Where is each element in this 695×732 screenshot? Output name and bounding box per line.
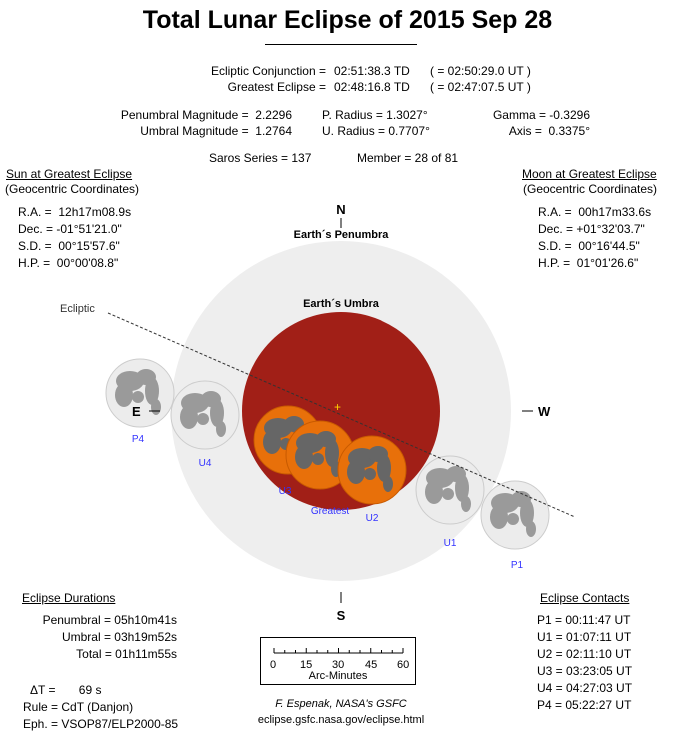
arc-minute-scale <box>260 637 416 685</box>
moon-subtitle: (Geocentric Coordinates) <box>523 182 658 196</box>
penumbra-label: Earth´s Penumbra <box>293 229 389 241</box>
credit-url[interactable]: eclipse.gsfc.nasa.gov/eclipse.html <box>257 714 425 726</box>
sun-hp: H.P. = 00°00'08.8" <box>18 256 119 270</box>
u-radius: U. Radius = 0.7707° <box>322 124 430 138</box>
ephemeris: Eph. = VSOP87/ELP2000-85 <box>23 717 179 731</box>
moon-maria <box>526 521 536 537</box>
moon-maria <box>347 460 365 484</box>
moon-u2 <box>338 436 406 504</box>
conj-ut: ( = 02:50:29.0 UT ) <box>430 64 531 78</box>
moon-maria <box>263 430 281 454</box>
ecliptic-label: Ecliptic <box>60 303 95 315</box>
moon-maria <box>383 476 393 492</box>
moon-maria <box>490 505 508 529</box>
contact-label-u4: U4 <box>198 458 212 469</box>
penumbral-magnitude: Penumbral Magnitude = 2.2296 <box>120 108 292 122</box>
scale-tick-15: 15 <box>300 659 313 671</box>
moon-maria <box>312 453 324 465</box>
west-label: W <box>538 404 551 419</box>
duration-penumbral: Penumbral = 05h10m41s <box>42 613 177 627</box>
moon-maria <box>442 488 454 500</box>
south-label: S <box>336 608 346 623</box>
contact-label-u2: U2 <box>365 513 379 524</box>
axis: Axis = 0.3375° <box>508 124 590 138</box>
conj-label: Ecliptic Conjunction = <box>210 64 326 78</box>
moon-maria <box>115 383 133 407</box>
moon-maria <box>180 405 198 429</box>
sun-sd: S.D. = 00°15'57.6" <box>18 239 120 253</box>
contact-u1: U1 = 01:07:11 UT <box>537 630 632 644</box>
east-label: E <box>132 404 141 419</box>
contact-u4: U4 = 04:27:03 UT <box>537 681 633 695</box>
moon-maria <box>295 445 313 469</box>
scale-tick-60: 60 <box>397 659 410 671</box>
durations-title: Eclipse Durations <box>22 591 116 605</box>
rule: Rule = CdT (Danjon) <box>23 700 134 714</box>
greatest-label: Greatest Eclipse = <box>227 80 326 94</box>
moon-title: Moon at Greatest Eclipse <box>522 167 657 181</box>
moon-maria <box>364 468 376 480</box>
contact-p4: P4 = 05:22:27 UT <box>537 698 632 712</box>
umbra-label: Earth´s Umbra <box>303 298 379 310</box>
sun-title: Sun at Greatest Eclipse <box>6 167 133 181</box>
contact-p1: P1 = 00:11:47 UT <box>537 613 631 627</box>
greatest-ut: ( = 02:47:07.5 UT ) <box>430 80 531 94</box>
moon-hp: H.P. = 01°01'26.6" <box>538 256 639 270</box>
moon-u4 <box>171 381 239 449</box>
moon-maria <box>425 480 443 504</box>
greatest-td: 02:48:16.8 TD <box>334 80 410 94</box>
p-radius: P. Radius = 1.3027° <box>322 108 428 122</box>
moon-maria <box>197 413 209 425</box>
saros-series: Saros Series = 137 <box>209 151 312 165</box>
moon-sd: S.D. = 00°16'44.5" <box>538 239 640 253</box>
contact-label-u3: U3 <box>278 486 292 497</box>
sun-ra: R.A. = 12h17m08.9s <box>18 205 132 219</box>
scale-tick-30: 30 <box>332 659 345 671</box>
north-label: N <box>336 202 346 217</box>
scale-tick-0: 0 <box>270 659 277 671</box>
umbral-magnitude: Umbral Magnitude = 1.2764 <box>140 124 292 138</box>
shadow-center-marker: + <box>334 400 342 414</box>
gamma: Gamma = -0.3296 <box>492 108 590 122</box>
moon-u1 <box>416 456 484 524</box>
contact-u3: U3 = 03:23:05 UT <box>537 664 633 678</box>
moon-maria <box>132 391 144 403</box>
moon-maria <box>216 421 226 437</box>
moon-maria <box>507 513 519 525</box>
delta-t: ΔT = 69 s <box>30 683 102 697</box>
contacts-title: Eclipse Contacts <box>540 591 630 605</box>
moon-p1 <box>481 481 549 549</box>
contact-label-u1: U1 <box>443 538 457 549</box>
duration-umbral: Umbral = 03h19m52s <box>61 630 177 644</box>
credit-author: F. Espenak, NASA's GSFC <box>275 698 407 710</box>
moon-maria <box>151 399 161 415</box>
moon-maria <box>461 496 471 512</box>
contact-label-p4: P4 <box>131 434 145 445</box>
scale-label: Arc-Minutes <box>308 670 368 682</box>
sun-dec: Dec. = -01°51'21.0" <box>18 222 122 236</box>
contact-u2: U2 = 02:11:10 UT <box>537 647 632 661</box>
contact-label-greatest: Greatest <box>310 506 350 517</box>
moon-ra: R.A. = 00h17m33.6s <box>538 205 652 219</box>
scale-tick-45: 45 <box>365 659 378 671</box>
contact-label-p1: P1 <box>510 560 524 571</box>
saros-member: Member = 28 of 81 <box>357 151 459 165</box>
sun-subtitle: (Geocentric Coordinates) <box>5 182 140 196</box>
duration-total: Total = 01h11m55s <box>76 647 177 661</box>
page-title: Total Lunar Eclipse of 2015 Sep 28 <box>142 6 553 34</box>
conj-td: 02:51:38.3 TD <box>334 64 410 78</box>
moon-dec: Dec. = +01°32'03.7" <box>538 222 645 236</box>
